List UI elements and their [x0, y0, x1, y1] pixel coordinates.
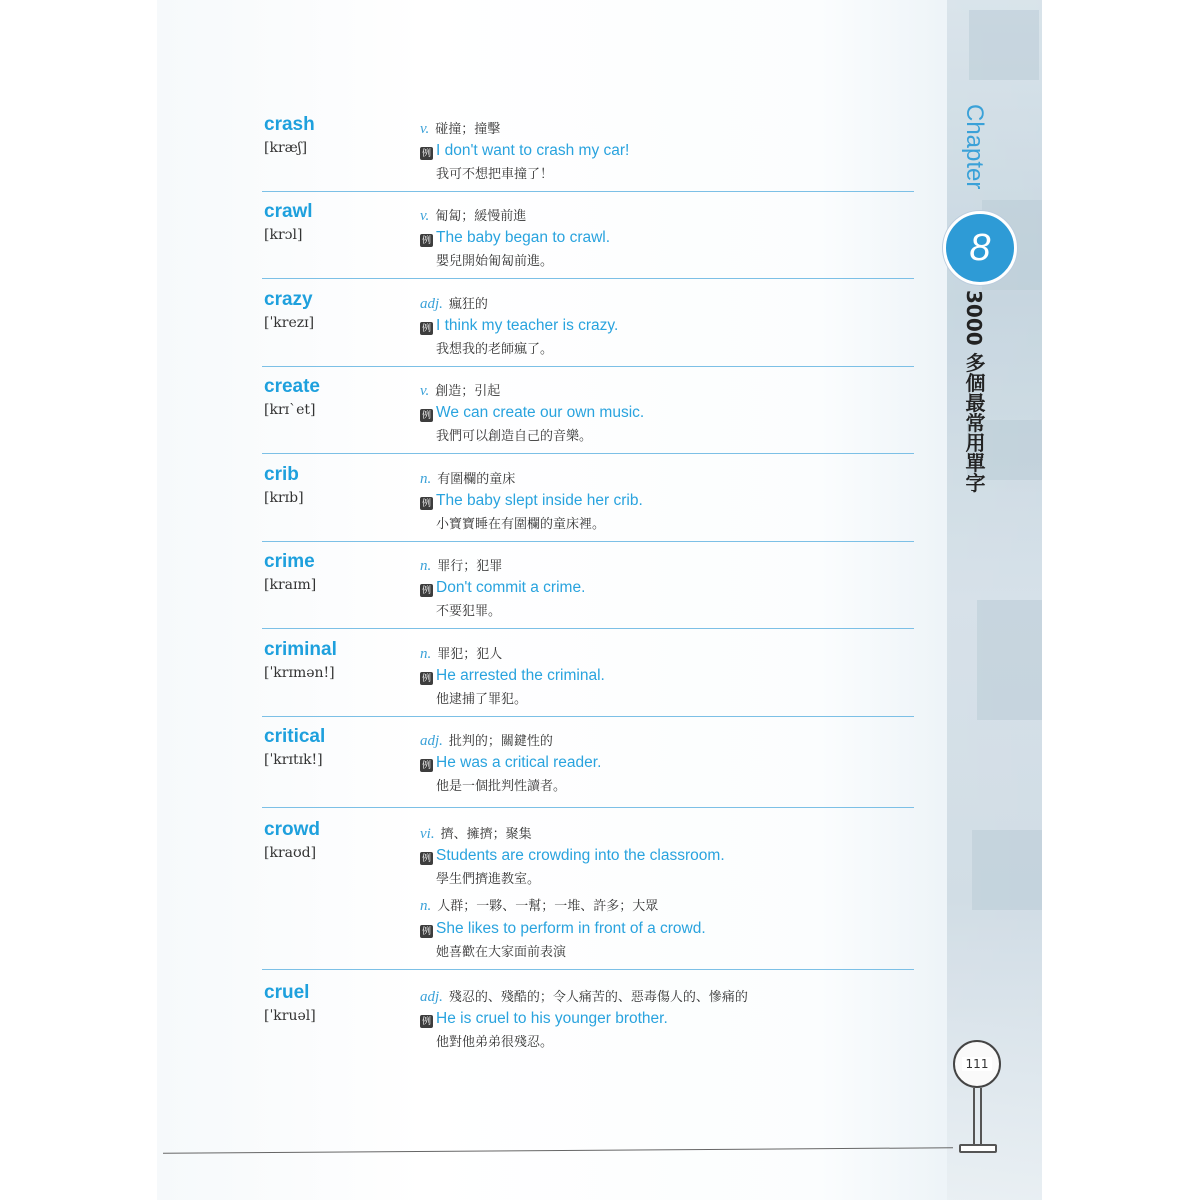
- example-translation: 他是一個批判性讀者。: [436, 779, 567, 794]
- entry-critical: [262, 726, 914, 808]
- example-sentence: 例 She likes to perform in front of a crowd.: [421, 920, 706, 937]
- example-icon: 例: [421, 1016, 431, 1026]
- sign-base: [959, 1144, 997, 1153]
- headword: crib: [264, 464, 299, 485]
- definition: adj. 瘋狂的: [420, 296, 488, 312]
- phonetic: [ˈkrɪmən!]: [264, 665, 335, 681]
- definition: adj. 批判的；關鍵性的: [420, 733, 553, 749]
- definition: n. 罪行；犯罪: [420, 558, 503, 574]
- entry-crazy: [262, 289, 914, 367]
- headword: crawl: [264, 201, 313, 222]
- definition: v. 創造；引起: [420, 383, 501, 399]
- entry-criminal: [262, 639, 914, 717]
- example-translation: 我想我的老師瘋了。: [436, 342, 554, 357]
- example-icon: 例: [421, 760, 431, 770]
- entry-crib: [262, 464, 914, 542]
- phonetic: [krɔl]: [264, 227, 303, 243]
- example-sentence: 例 We can create our own music.: [421, 404, 645, 421]
- page-number-dial: [953, 1040, 1001, 1088]
- headword: crime: [264, 551, 315, 572]
- chapter-number-badge: 8: [943, 211, 1017, 285]
- example-icon: 例: [421, 673, 431, 683]
- entry-create: [262, 376, 914, 454]
- headword: crash: [264, 114, 315, 135]
- example-icon: 例: [421, 926, 431, 936]
- example-translation: 她喜歡在大家面前表演: [436, 945, 567, 960]
- example-sentence: 例 The baby slept inside her crib.: [421, 492, 643, 509]
- headword: crowd: [264, 819, 320, 840]
- phonetic: [ˈkrezɪ]: [264, 315, 315, 331]
- example-sentence: 例 Students are crowding into the classroom.: [421, 847, 725, 864]
- example-translation: 我可不想把車撞了！: [436, 167, 554, 182]
- headword: criminal: [264, 639, 337, 660]
- example-translation: 學生們擠進教室。: [436, 872, 541, 887]
- phonetic: [kraɪm]: [264, 577, 317, 593]
- sign-pole: [973, 1088, 982, 1144]
- example-sentence: 例 He is cruel to his younger brother.: [421, 1010, 668, 1027]
- definition: n. 人群；一夥、一幫；一堆、許多；大眾: [420, 898, 659, 914]
- example-sentence: 例 He was a critical reader.: [421, 754, 602, 771]
- entry-crime: [262, 551, 914, 629]
- example-translation: 小寶寶睡在有圍欄的童床裡。: [436, 517, 606, 532]
- headword: critical: [264, 726, 326, 747]
- example-sentence: 例 The baby began to crawl.: [421, 229, 611, 246]
- example-icon: 例: [421, 585, 431, 595]
- example-translation: 不要犯罪。: [436, 604, 502, 619]
- example-translation: 他對他弟弟很殘忍。: [436, 1035, 554, 1050]
- example-translation: 嬰兒開始匍匐前進。: [436, 254, 554, 269]
- example-translation: 他逮捕了罪犯。: [436, 692, 528, 707]
- headword: crazy: [264, 289, 313, 310]
- example-icon: 例: [421, 235, 431, 245]
- chapter-title: 3000 多個最常用單字: [962, 290, 986, 493]
- definition: n. 罪犯；犯人: [420, 646, 503, 662]
- entry-crawl: [262, 201, 914, 279]
- example-icon: 例: [421, 498, 431, 508]
- headword: cruel: [264, 982, 310, 1003]
- example-icon: 例: [421, 853, 431, 863]
- headword: create: [264, 376, 320, 397]
- phonetic: [kraʊd]: [264, 845, 317, 861]
- page-number: 111: [962, 1057, 993, 1071]
- entry-cruel: [262, 982, 914, 1052]
- page-number-sign: [948, 1040, 1004, 1150]
- example-icon: 例: [421, 410, 431, 420]
- example-sentence: 例 He arrested the criminal.: [421, 667, 605, 684]
- definition: n. 有圍欄的童床: [420, 471, 516, 487]
- example-translation: 我們可以創造自己的音樂。: [436, 429, 593, 444]
- example-sentence: 例 Don't commit a crime.: [421, 579, 586, 596]
- definition: vi. 擠、擁擠；聚集: [420, 826, 532, 842]
- chapter-label: Chapter: [961, 104, 988, 190]
- definition: adj. 殘忍的、殘酷的；令人痛苦的、惡毒傷人的、慘痛的: [420, 989, 748, 1005]
- definition: v. 匍匐；緩慢前進: [420, 208, 527, 224]
- floor-line: [163, 1147, 953, 1155]
- definition: v. 碰撞；撞擊: [420, 121, 501, 137]
- entry-crowd: [262, 819, 914, 970]
- phonetic: [ˈkrɪtɪk!]: [264, 752, 323, 768]
- example-icon: 例: [421, 148, 431, 158]
- example-sentence: 例 I don't want to crash my car!: [421, 142, 630, 159]
- example-sentence: 例 I think my teacher is crazy.: [421, 317, 619, 334]
- entry-crash: [262, 114, 914, 192]
- phonetic: [ˈkruəl]: [264, 1008, 316, 1024]
- phonetic: [krɪb]: [264, 490, 304, 506]
- phonetic: [kræʃ]: [264, 140, 308, 156]
- example-icon: 例: [421, 323, 431, 333]
- phonetic: [krɪˋet]: [264, 402, 316, 418]
